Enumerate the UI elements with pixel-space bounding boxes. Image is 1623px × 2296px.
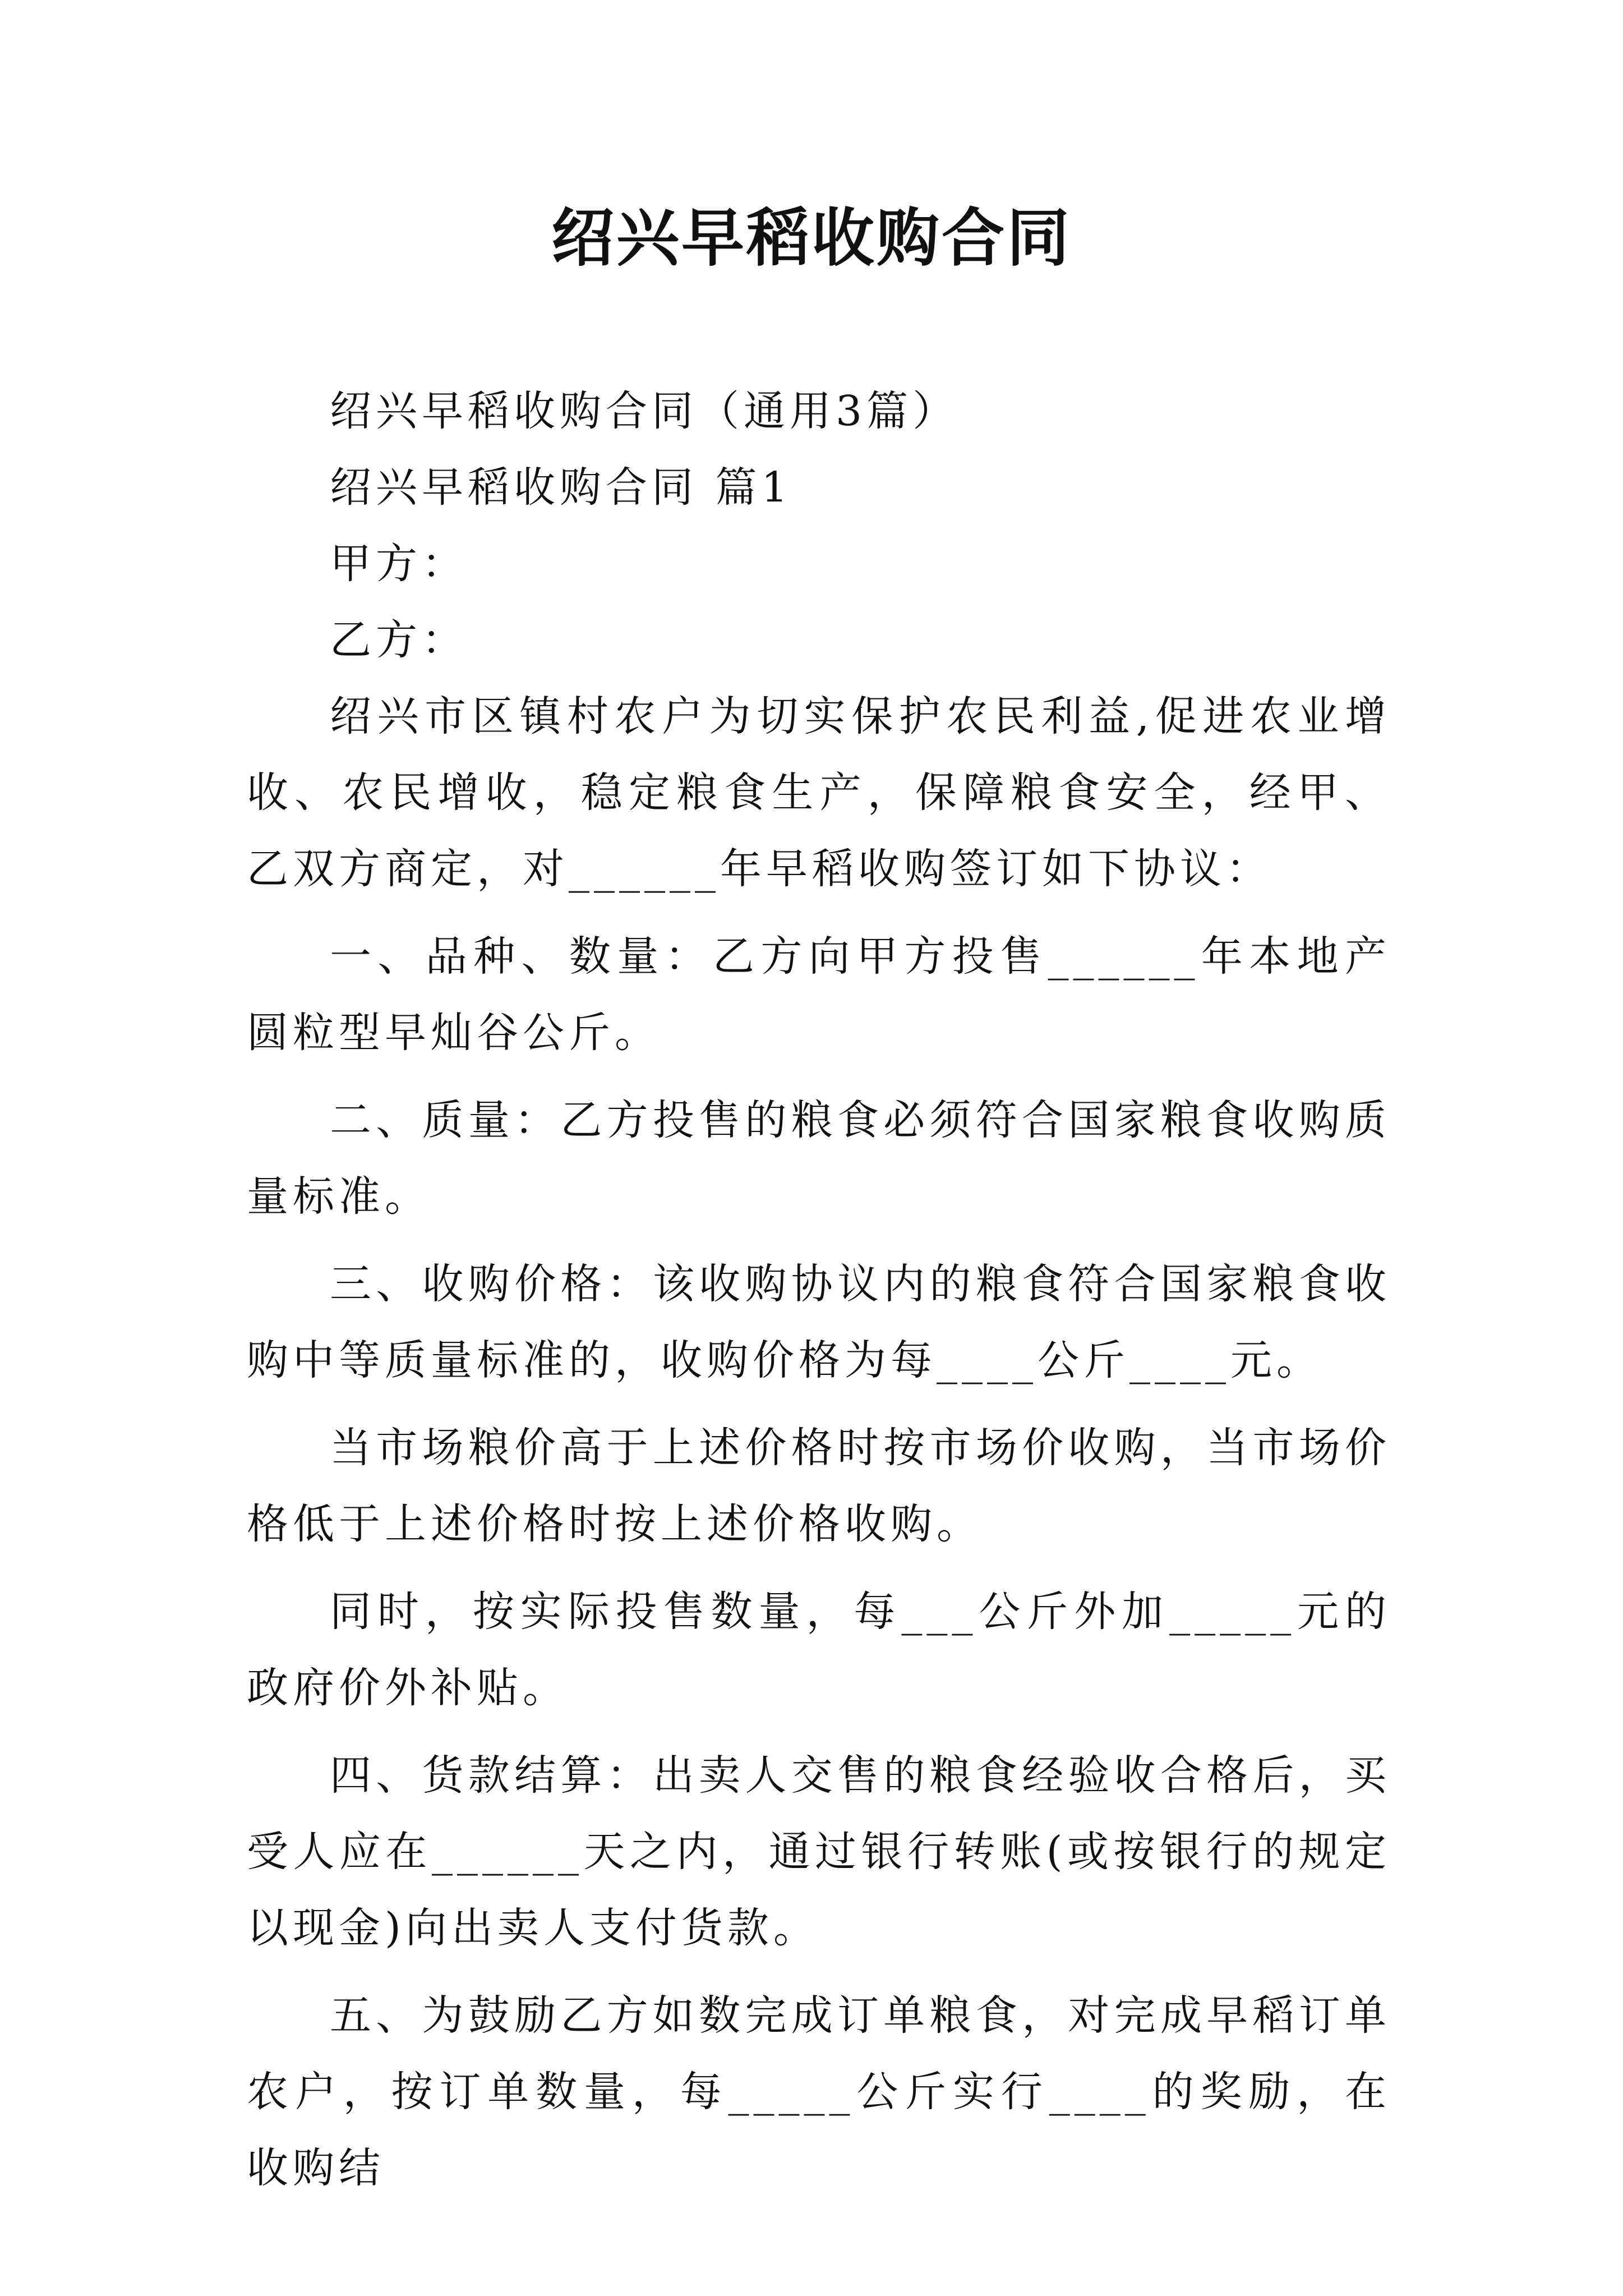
paragraph-party-a: 甲方： bbox=[330, 540, 468, 588]
paragraph-party-b: 乙方： bbox=[330, 616, 468, 664]
document-title: 绍兴早稻收购合同 bbox=[551, 201, 1072, 275]
paragraph-subsidy: 同时，按实际投售数量，每___公斤外加_____元的政府价外补贴。 bbox=[247, 1588, 1391, 1712]
document-body bbox=[247, 373, 1391, 2206]
paragraph-section-heading: 绍兴早稻收购合同 篇1 bbox=[330, 463, 792, 512]
paragraph-market-price: 当市场粮价高于上述价格时按市场价收购，当市场价格低于上述价格时按上述价格收购。 bbox=[247, 1424, 1391, 1548]
paragraph-subtitle: 绍兴早稻收购合同（通用3篇） bbox=[330, 387, 959, 435]
paragraph-clause-2: 二、质量：乙方投售的粮食必须符合国家粮食收购质量标准。 bbox=[247, 1096, 1391, 1221]
paragraph-preamble: 绍兴市区镇村农户为切实保护农民利益,促进农业增收、农民增收，稳定粮食生产，保障粮食安全，经甲、乙双方商定，对______年早稻收购签订如下协议： bbox=[247, 692, 1391, 893]
paragraph-clause-1: 一、品种、数量：乙方向甲方投售______年本地产圆粒型早灿谷公斤。 bbox=[247, 932, 1391, 1057]
paragraph-clause-5: 五、为鼓励乙方如数完成订单粮食，对完成早稻订单农户，按订单数量，每_____公斤实行____的奖励，在收购结 bbox=[247, 1991, 1391, 2192]
paragraph-clause-3: 三、收购价格：该收购协议内的粮食符合国家粮食收购中等质量标准的，收购价格为每____公斤____元。 bbox=[247, 1260, 1391, 1384]
paragraph-clause-4: 四、货款结算：出卖人交售的粮食经验收合格后，买受人应在______天之内，通过银行转账(或按银行的规定以现金)向出卖人支付货款。 bbox=[247, 1751, 1391, 1952]
